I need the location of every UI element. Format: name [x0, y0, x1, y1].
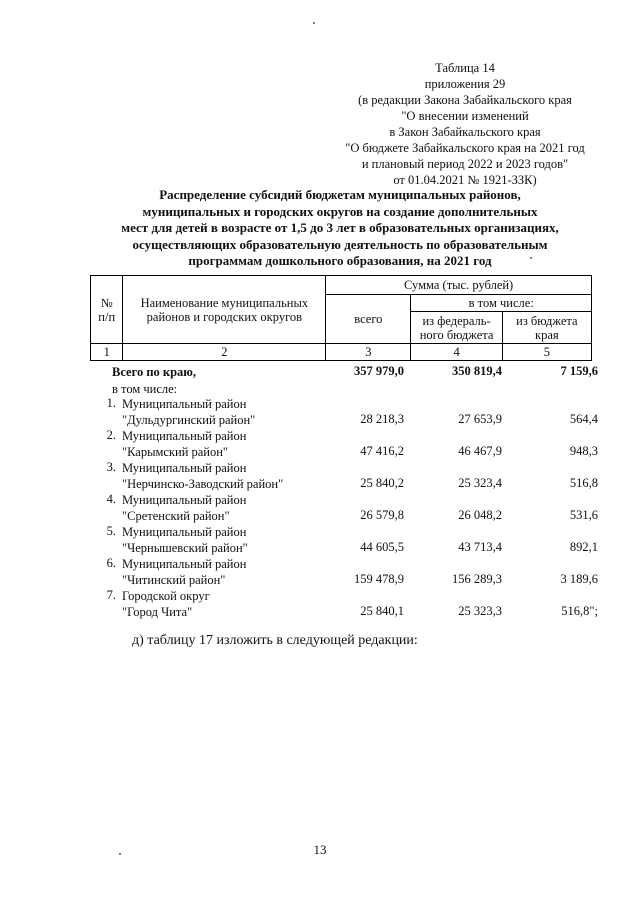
- row-regional: 516,8: [569, 476, 598, 490]
- row-num: 7.: [106, 588, 116, 602]
- row-name-line2: "Чернышевский район": [122, 541, 248, 555]
- caption-line: от 01.04.2021 № 1921-ЗЗК): [393, 173, 537, 187]
- total-row: [90, 364, 600, 396]
- title-line: осуществляющих образовательную деятельность по образовательным: [132, 236, 548, 252]
- row-total: 28 218,3: [360, 412, 404, 426]
- table-row: [90, 524, 600, 556]
- row-name-line2: "Город Чита": [122, 605, 193, 619]
- table-caption: [330, 60, 600, 188]
- document-title: [90, 187, 590, 270]
- row-num: 1.: [106, 396, 116, 410]
- row-name-line2: "Карымский район": [122, 445, 229, 459]
- row-federal: 46 467,9: [458, 444, 502, 458]
- row-regional: 3 189,6: [560, 572, 598, 586]
- row-total: 25 840,2: [360, 476, 404, 490]
- scan-speck: [530, 257, 532, 259]
- header-index: 4: [411, 344, 502, 361]
- caption-line: "О внесении изменений: [401, 109, 529, 123]
- row-name-line1: Городской округ: [122, 589, 210, 603]
- header-index: 2: [123, 344, 326, 361]
- header-total: всего: [326, 295, 411, 344]
- row-federal: 43 713,4: [458, 540, 502, 554]
- header-index: 5: [502, 344, 591, 361]
- table-row: [90, 556, 600, 588]
- caption-line: в Закон Забайкальского края: [389, 125, 541, 139]
- table-header: [90, 275, 592, 361]
- scan-speck: [313, 22, 315, 24]
- row-regional: 948,3: [569, 444, 598, 458]
- header-name: Наименование муниципальных районов и городских округов: [123, 276, 326, 344]
- header-federal: из федераль-ного бюджета: [411, 312, 502, 344]
- amendment-note: д) таблицу 17 изложить в следующей редакции:: [132, 633, 418, 648]
- header-sum: Сумма (тыс. рублей): [326, 276, 592, 295]
- caption-line: (в редакции Закона Забайкальского края: [358, 93, 572, 107]
- row-total: 25 840,1: [360, 604, 404, 618]
- row-total: 26 579,8: [360, 508, 404, 522]
- page-number: 13: [313, 842, 327, 857]
- row-regional: 516,8";: [561, 604, 598, 618]
- total-sublabel: в том числе:: [112, 382, 178, 396]
- title-line: мест для детей в возрасте от 1,5 до 3 лет в образовательных организациях,: [121, 220, 559, 235]
- row-name-line1: Муниципальный район: [122, 397, 247, 411]
- row-name-line2: "Сретенский район": [122, 509, 230, 523]
- table-row: [90, 396, 600, 428]
- row-federal: 26 048,2: [458, 508, 502, 522]
- row-name-line2: "Нерчинско-Заводский район": [122, 477, 284, 491]
- row-regional: 892,1: [569, 540, 598, 554]
- table-row: [90, 428, 600, 460]
- total-federal: 350 819,4: [452, 364, 502, 378]
- row-federal: 27 653,9: [458, 412, 502, 426]
- title-line: Распределение субсидий бюджетам муниципальных районов,: [159, 187, 521, 202]
- row-total: 44 605,5: [360, 540, 404, 554]
- row-name-line1: Муниципальный район: [122, 461, 247, 475]
- row-total: 159 478,9: [354, 572, 404, 586]
- row-total: 47 416,2: [360, 444, 404, 458]
- scan-speck: [119, 853, 121, 855]
- row-federal: 25 323,4: [458, 476, 502, 490]
- caption-line: приложения 29: [424, 77, 506, 91]
- header-index: 1: [91, 344, 123, 361]
- row-num: 4.: [106, 492, 116, 506]
- row-name-line1: Муниципальный район: [122, 525, 247, 539]
- row-num: 3.: [106, 460, 116, 474]
- header-num: № п/п: [91, 276, 123, 344]
- table-row: [90, 588, 600, 620]
- total-sum: 357 979,0: [354, 364, 404, 378]
- row-name-line1: Муниципальный район: [122, 493, 247, 507]
- header-incl: в том числе:: [411, 295, 592, 312]
- row-name-line1: Муниципальный район: [122, 429, 247, 443]
- header-regional: из бюджета края: [502, 312, 591, 344]
- row-federal: 156 289,3: [452, 572, 502, 586]
- row-num: 2.: [106, 428, 116, 442]
- row-name-line1: Муниципальный район: [122, 557, 247, 571]
- total-label: Всего по краю,: [112, 365, 196, 379]
- total-regional: 7 159,6: [560, 364, 598, 378]
- row-regional: 531,6: [569, 508, 598, 522]
- table-row: [90, 492, 600, 524]
- caption-line: и плановый период 2022 и 2023 годов": [361, 157, 569, 171]
- caption-line: Таблица 14: [435, 61, 495, 75]
- row-federal: 25 323,3: [458, 604, 502, 618]
- header-index: 3: [326, 344, 411, 361]
- row-num: 5.: [106, 524, 116, 538]
- title-line: программам дошкольного образования, на 2021 год: [188, 253, 492, 268]
- caption-line: "О бюджете Забайкальского края на 2021 год: [345, 141, 585, 155]
- table-row: [90, 460, 600, 492]
- row-name-line2: "Читинский район": [122, 573, 226, 587]
- title-line: муниципальных и городских округов на создание дополнительных: [142, 203, 538, 219]
- row-num: 6.: [106, 556, 116, 570]
- row-regional: 564,4: [569, 412, 598, 426]
- row-name-line2: "Дульдургинский район": [122, 413, 256, 427]
